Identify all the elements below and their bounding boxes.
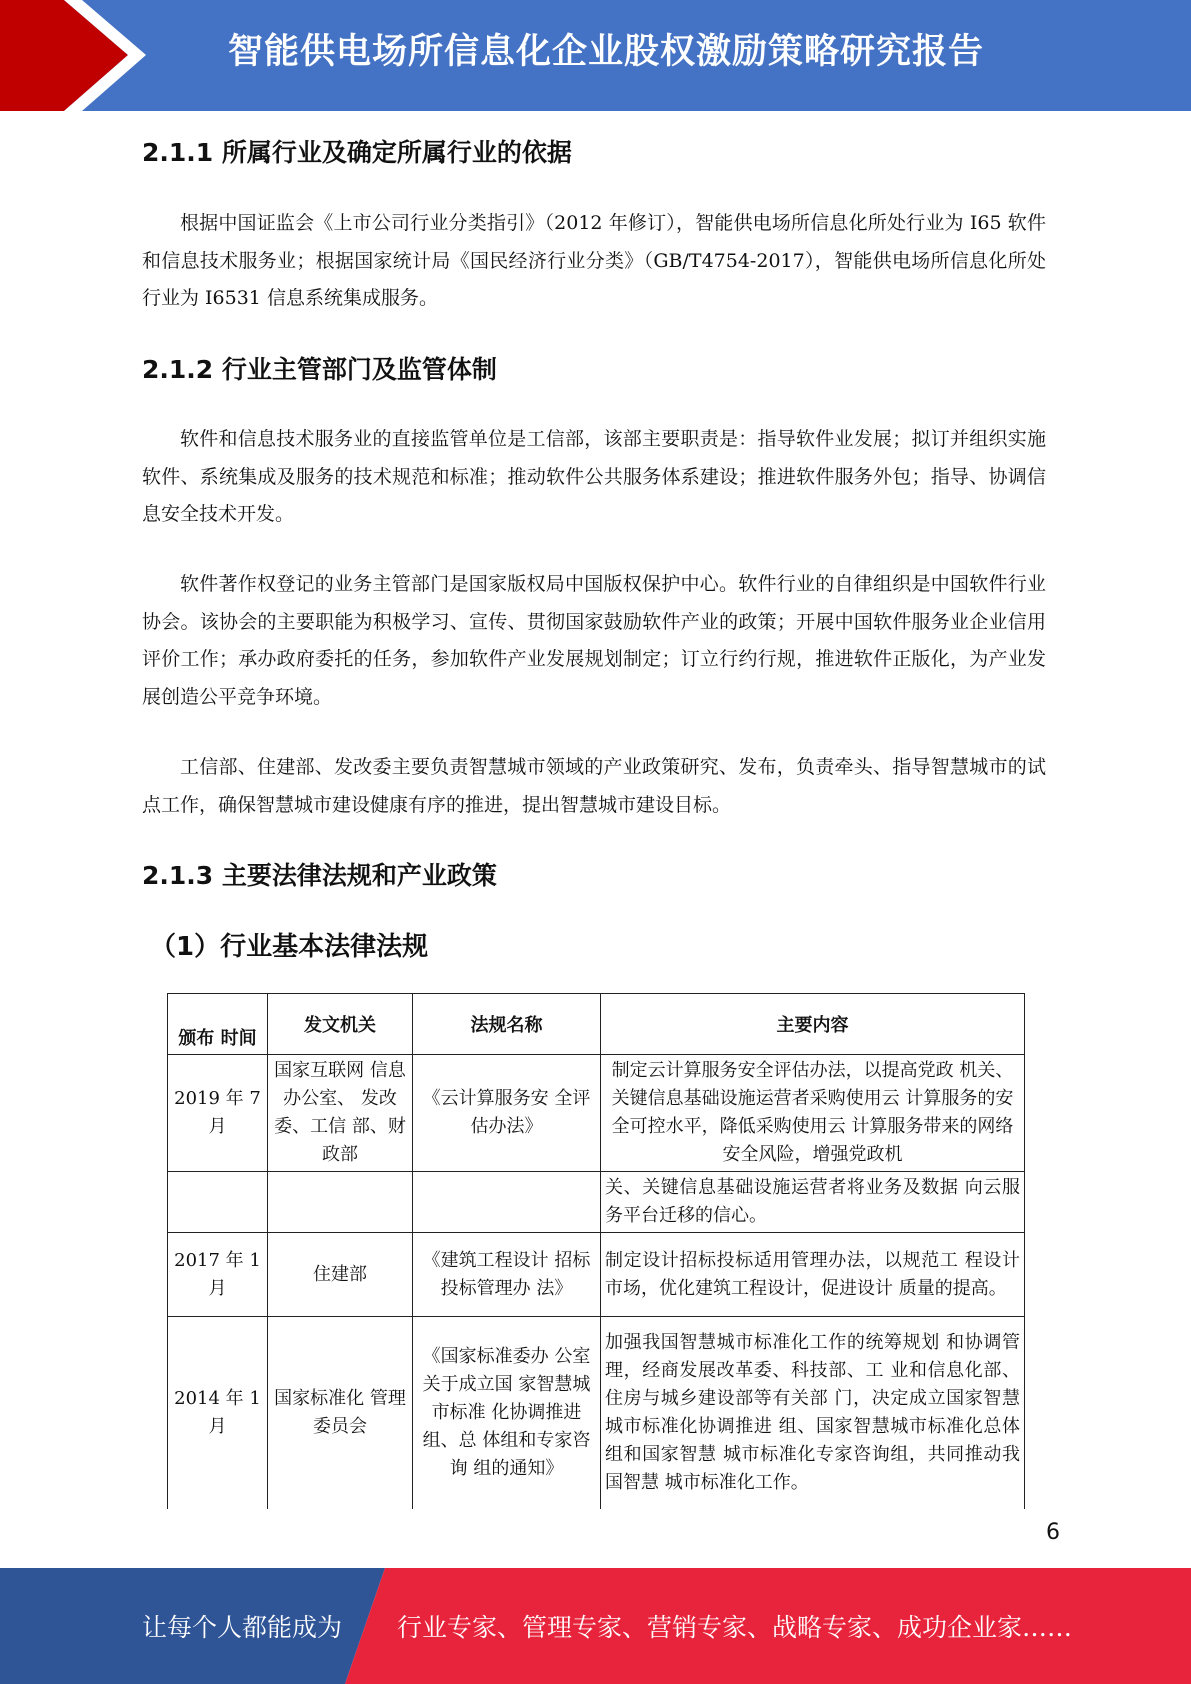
column-header-name: 法规名称 <box>413 994 601 1055</box>
paragraph: 根据中国证监会《上市公司行业分类指引》（2012 年修订），智能供电场所信息化所处行业为 I65 软件和信息技术服务业；根据国家统计局《国民经济行业分类》（GB/T4754-2017），智能供电场所信息化所处行业为 I6531 信息系统集成服务。 <box>142 212 1046 309</box>
cell-agency: 国家标准化 管理委员会 <box>268 1317 413 1509</box>
section-heading-2-1-3: 2.1.3 主要法律法规和产业政策 <box>142 861 497 890</box>
cell-time: 2017 年 1 月 <box>168 1233 268 1317</box>
table-row <box>168 1317 1025 1509</box>
cell-content: 加强我国智慧城市标准化工作的统筹规划 和协调管理，经商发展改革委、科技部、工 业和信息化部、住房与城乡建设部等有关部 门，决定成立国家智慧城市标准化协调推进 组、国家智慧城市标准化总体组和国家智慧 城市标准化专家咨询组，共同推动我国智慧 城市标准化工作。 <box>601 1317 1025 1509</box>
cell-content: 关、关键信息基础设施运营者将业务及数据 向云服务平台迁移的信心。 <box>601 1172 1025 1233</box>
table-header-row <box>168 994 1025 1055</box>
subsection-heading: （1）行业基本法律法规 <box>150 932 429 962</box>
table-row <box>168 1172 1025 1233</box>
section-heading-2-1-2: 2.1.2 行业主管部门及监管体制 <box>142 355 497 384</box>
cell-time: 2014 年 1 月 <box>168 1317 268 1509</box>
cell-name: 《云计算服务安 全评估办法》 <box>413 1055 601 1172</box>
report-title: 智能供电场所信息化企业股权激励策略研究报告 <box>228 32 985 72</box>
footer-slogan-right: 行业专家、管理专家、营销专家、战略专家、成功企业家…… <box>397 1613 1073 1642</box>
cell-agency: 住建部 <box>268 1233 413 1317</box>
page-number: 6 <box>1046 1520 1060 1545</box>
paragraph: 软件和信息技术服务业的直接监管单位是工信部，该部主要职责是：指导软件业发展；拟订并组织实施软件、系统集成及服务的技术规范和标准；推动软件公共服务体系建设；推进软件服务外包；指导、协调信息安全技术开发。 <box>142 428 1046 525</box>
cell-name: 《建筑工程设计 招标投标管理办 法》 <box>413 1233 601 1317</box>
cell-agency <box>268 1172 413 1233</box>
cell-agency: 国家互联网 信息办公室、 发改委、工信 部、财政部 <box>268 1055 413 1172</box>
cell-time <box>168 1172 268 1233</box>
paragraph: 软件著作权登记的业务主管部门是国家版权局中国版权保护中心。软件行业的自律组织是中国软件行业协会。该协会的主要职能为积极学习、宣传、贯彻国家鼓励软件产业的政策；开展中国软件服务业企业信用评价工作；承办政府委托的任务，参加软件产业发展规划制定；订立行约行规，推进软件正版化，为产业发展创造公平竞争环境。 <box>142 573 1046 708</box>
cell-content: 制定云计算服务安全评估办法，以提高党政 机关、关键信息基础设施运营者采购使用云 计算服务的安全可控水平，降低采购使用云 计算服务带来的网络安全风险，增强党政机 <box>601 1055 1025 1172</box>
regulations-table <box>167 993 1025 1509</box>
footer-slogan-left: 让每个人都能成为 <box>142 1613 343 1642</box>
section-heading-2-1-1: 2.1.1 所属行业及确定所属行业的依据 <box>142 138 572 167</box>
column-header-time: 颁布 时间 <box>168 994 268 1055</box>
page-footer <box>0 1568 1191 1684</box>
paragraph: 工信部、住建部、发改委主要负责智慧城市领域的产业政策研究、发布，负责牵头、指导智慧城市的试点工作，确保智慧城市建设健康有序的推进，提出智慧城市建设目标。 <box>142 756 1046 816</box>
cell-content: 制定设计招标投标适用管理办法，以规范工 程设计市场，优化建筑工程设计，促进设计 质量的提高。 <box>601 1233 1025 1317</box>
table-row <box>168 1233 1025 1317</box>
column-header-content: 主要内容 <box>601 994 1025 1055</box>
page-header <box>0 0 1191 111</box>
table-row <box>168 1055 1025 1172</box>
cell-time: 2019 年 7 月 <box>168 1055 268 1172</box>
column-header-agency: 发文机关 <box>268 994 413 1055</box>
cell-name: 《国家标准委办 公室关于成立国 家智慧城市标准 化协调推进组、总 体组和专家咨询 组的通知》 <box>413 1317 601 1509</box>
cell-name <box>413 1172 601 1233</box>
